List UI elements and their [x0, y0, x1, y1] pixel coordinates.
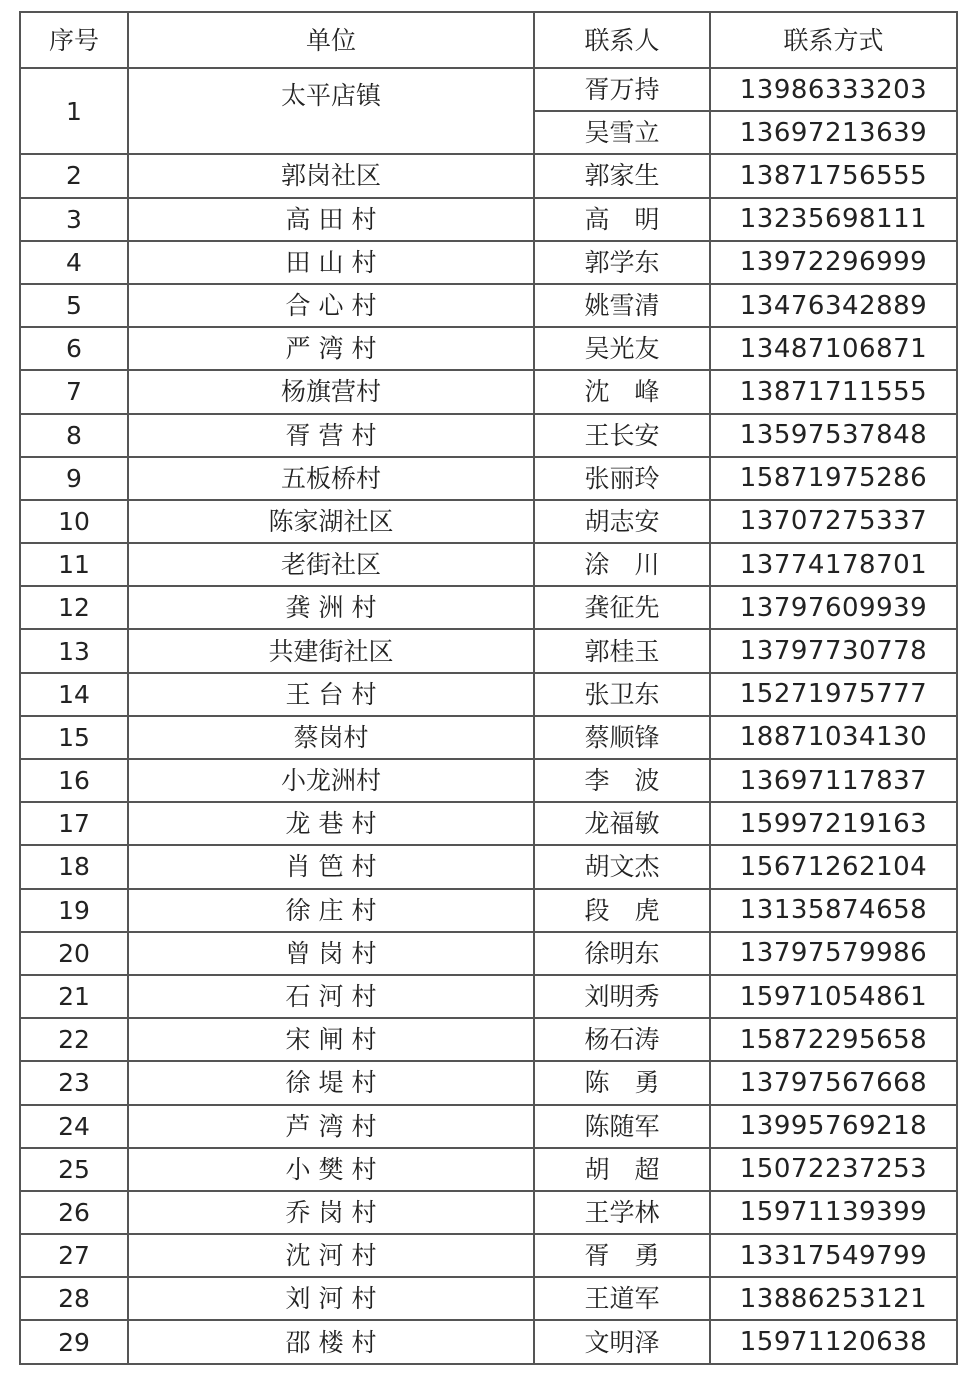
- row-phone: 13797730778: [710, 629, 957, 672]
- row-unit: 五板桥村: [128, 457, 534, 500]
- row-no: 16: [20, 759, 128, 802]
- row-no: 20: [20, 932, 128, 975]
- row-unit: 小 樊 村: [128, 1148, 534, 1191]
- table-row: [20, 802, 957, 845]
- table-row: [20, 154, 957, 197]
- header-no: 序号: [20, 12, 128, 68]
- table-row: [20, 673, 957, 716]
- table-row: [20, 1234, 957, 1277]
- row-unit: 共建街社区: [128, 629, 534, 672]
- row-contact: 胡文杰: [534, 845, 710, 888]
- row-no: 14: [20, 673, 128, 716]
- row-phone: 13317549799: [710, 1234, 957, 1277]
- table-row: [20, 845, 957, 888]
- row-phone: 13986333203: [710, 68, 957, 111]
- row-unit: 胥 营 村: [128, 414, 534, 457]
- row-contact: 蔡顺锋: [534, 716, 710, 759]
- row-phone: 13797609939: [710, 586, 957, 629]
- row-no: 6: [20, 327, 128, 370]
- row-contact: 郭桂玉: [534, 629, 710, 672]
- row-phone: 13797567668: [710, 1061, 957, 1104]
- row-no: 1: [20, 68, 128, 154]
- row-contact: 张丽玲: [534, 457, 710, 500]
- row-no: 25: [20, 1148, 128, 1191]
- row-unit: 严 湾 村: [128, 327, 534, 370]
- row-contact: 龚征先: [534, 586, 710, 629]
- row-contact: 王道军: [534, 1277, 710, 1320]
- table-row: [20, 1148, 957, 1191]
- row-no: 18: [20, 845, 128, 888]
- row-phone: 13697117837: [710, 759, 957, 802]
- row-no: 24: [20, 1105, 128, 1148]
- row-phone: 13871711555: [710, 370, 957, 413]
- row-phone: 13235698111: [710, 198, 957, 241]
- row-unit: 沈 河 村: [128, 1234, 534, 1277]
- row-contact: 杨石涛: [534, 1018, 710, 1061]
- row-phone: 13886253121: [710, 1277, 957, 1320]
- row-unit: 刘 河 村: [128, 1277, 534, 1320]
- row-unit: 合 心 村: [128, 284, 534, 327]
- table-row: [20, 414, 957, 457]
- contact-table-sheet: [19, 11, 956, 1373]
- row-unit: 曾 岗 村: [128, 932, 534, 975]
- row-no: 26: [20, 1191, 128, 1234]
- table-row: [20, 327, 957, 370]
- row-unit: 芦 湾 村: [128, 1105, 534, 1148]
- row-phone: 13707275337: [710, 500, 957, 543]
- row-phone: 15671262104: [710, 845, 957, 888]
- row-contact: 吴雪立: [534, 111, 710, 154]
- row-contact: 王长安: [534, 414, 710, 457]
- row-phone: 15971139399: [710, 1191, 957, 1234]
- row-phone: 13476342889: [710, 284, 957, 327]
- row-no: 15: [20, 716, 128, 759]
- row-unit: 小龙洲村: [128, 759, 534, 802]
- row-unit: 肖 笆 村: [128, 845, 534, 888]
- table-row: [20, 241, 957, 284]
- row-unit: 太平店镇: [128, 68, 534, 154]
- row-phone: 13487106871: [710, 327, 957, 370]
- row-no: 27: [20, 1234, 128, 1277]
- row-no: 28: [20, 1277, 128, 1320]
- row-contact: 高 明: [534, 198, 710, 241]
- row-unit: 徐 庄 村: [128, 889, 534, 932]
- table-row: [20, 716, 957, 759]
- row-contact: 文明泽: [534, 1320, 710, 1363]
- row-unit: 郭岗社区: [128, 154, 534, 197]
- row-no: 17: [20, 802, 128, 845]
- row-phone: 13797579986: [710, 932, 957, 975]
- row-no: 21: [20, 975, 128, 1018]
- row-unit: 乔 岗 村: [128, 1191, 534, 1234]
- header-phone: 联系方式: [710, 12, 957, 68]
- row-phone: 15971120638: [710, 1320, 957, 1363]
- table-row: [20, 932, 957, 975]
- row-unit: 宋 闸 村: [128, 1018, 534, 1061]
- row-contact: 胡志安: [534, 500, 710, 543]
- row-no: 10: [20, 500, 128, 543]
- table-header-row: [20, 12, 957, 68]
- table-row: [20, 543, 957, 586]
- table-row: [20, 1105, 957, 1148]
- row-no: 2: [20, 154, 128, 197]
- row-phone: 13135874658: [710, 889, 957, 932]
- table-row: [20, 889, 957, 932]
- row-no: 29: [20, 1320, 128, 1363]
- table-row: [20, 975, 957, 1018]
- row-phone: 15072237253: [710, 1148, 957, 1191]
- row-no: 12: [20, 586, 128, 629]
- row-unit: 陈家湖社区: [128, 500, 534, 543]
- row-phone: 15971054861: [710, 975, 957, 1018]
- table-row: [20, 759, 957, 802]
- row-contact: 段 虎: [534, 889, 710, 932]
- row-phone: 13972296999: [710, 241, 957, 284]
- contact-table: [19, 11, 958, 1365]
- row-no: 5: [20, 284, 128, 327]
- table-row: [20, 68, 957, 111]
- row-unit: 龙 巷 村: [128, 802, 534, 845]
- header-contact: 联系人: [534, 12, 710, 68]
- row-no: 11: [20, 543, 128, 586]
- row-contact: 沈 峰: [534, 370, 710, 413]
- table-row: [20, 1320, 957, 1363]
- row-unit: 龚 洲 村: [128, 586, 534, 629]
- table-row: [20, 1018, 957, 1061]
- row-no: 22: [20, 1018, 128, 1061]
- row-phone: 13995769218: [710, 1105, 957, 1148]
- table-row: [20, 370, 957, 413]
- row-phone: 15872295658: [710, 1018, 957, 1061]
- row-contact: 王学林: [534, 1191, 710, 1234]
- row-phone: 15871975286: [710, 457, 957, 500]
- row-phone: 13697213639: [710, 111, 957, 154]
- table-row: [20, 586, 957, 629]
- row-unit: 杨旗营村: [128, 370, 534, 413]
- row-phone: 13871756555: [710, 154, 957, 197]
- row-no: 3: [20, 198, 128, 241]
- table-row: [20, 198, 957, 241]
- row-contact: 徐明东: [534, 932, 710, 975]
- table-row: [20, 500, 957, 543]
- row-unit: 田 山 村: [128, 241, 534, 284]
- row-unit: 蔡岗村: [128, 716, 534, 759]
- table-row: [20, 284, 957, 327]
- row-contact: 吴光友: [534, 327, 710, 370]
- row-unit: 王 台 村: [128, 673, 534, 716]
- row-no: 4: [20, 241, 128, 284]
- table-row: [20, 629, 957, 672]
- row-contact: 刘明秀: [534, 975, 710, 1018]
- row-no: 9: [20, 457, 128, 500]
- table-row: [20, 457, 957, 500]
- row-unit: 邵 楼 村: [128, 1320, 534, 1363]
- row-contact: 郭学东: [534, 241, 710, 284]
- row-no: 8: [20, 414, 128, 457]
- row-contact: 郭家生: [534, 154, 710, 197]
- row-unit: 高 田 村: [128, 198, 534, 241]
- row-phone: 18871034130: [710, 716, 957, 759]
- row-contact: 陈随军: [534, 1105, 710, 1148]
- table-row: [20, 1191, 957, 1234]
- row-no: 13: [20, 629, 128, 672]
- row-contact: 龙福敏: [534, 802, 710, 845]
- row-contact: 胡 超: [534, 1148, 710, 1191]
- row-contact: 陈 勇: [534, 1061, 710, 1104]
- row-unit: 徐 堤 村: [128, 1061, 534, 1104]
- row-contact: 姚雪清: [534, 284, 710, 327]
- row-phone: 15271975777: [710, 673, 957, 716]
- row-no: 7: [20, 370, 128, 413]
- row-contact: 涂 川: [534, 543, 710, 586]
- header-unit: 单位: [128, 12, 534, 68]
- table-row: [20, 1061, 957, 1104]
- row-unit: 老街社区: [128, 543, 534, 586]
- row-contact: 张卫东: [534, 673, 710, 716]
- table-row: [20, 1277, 957, 1320]
- row-phone: 13774178701: [710, 543, 957, 586]
- row-contact: 胥万持: [534, 68, 710, 111]
- row-no: 19: [20, 889, 128, 932]
- row-contact: 李 波: [534, 759, 710, 802]
- row-no: 23: [20, 1061, 128, 1104]
- row-phone: 13597537848: [710, 414, 957, 457]
- row-unit: 石 河 村: [128, 975, 534, 1018]
- row-contact: 胥 勇: [534, 1234, 710, 1277]
- row-phone: 15997219163: [710, 802, 957, 845]
